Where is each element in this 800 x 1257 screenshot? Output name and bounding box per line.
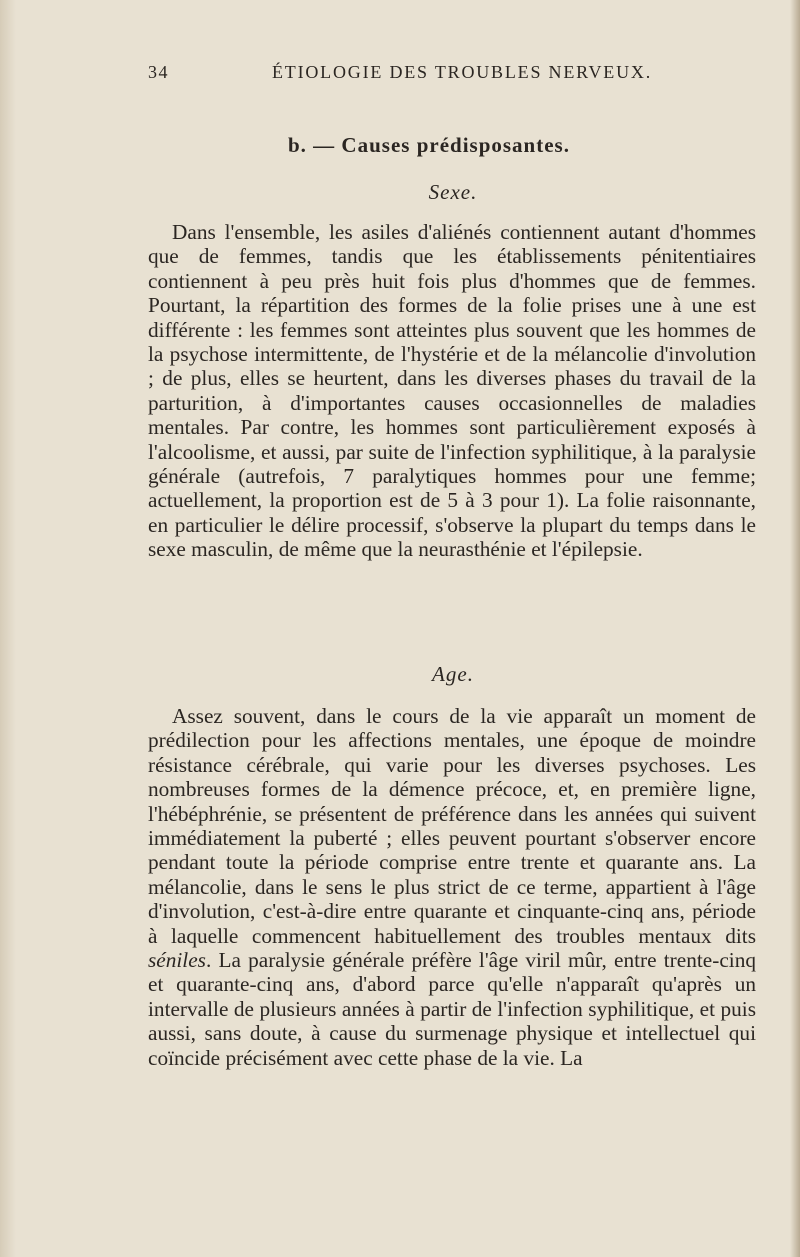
- paragraph-age-text-1: Assez souvent, dans le cours de la vie apparaît un moment de prédilection pour les affections mentales, une époque de moindre résistance cérébrale, qui varie pour les diverses psychoses. Les nombreuses formes de la démence précoce, et, en première ligne, l'hébéphrénie, se présentent de préférence dans les années qui suivent immédiatement la puberté ; elles peuvent pourtant s'observer encore pendant toute la période comprise entre trente et quarante ans. La mélancolie, dans le sens le plus strict de ce terme, appartient à l'âge d'involution, c'est-à-dire entre quarante et cinquante-cinq ans, période à laquelle commencent habituellement des troubles mentaux dits: [148, 704, 756, 948]
- running-head: [148, 62, 758, 92]
- paragraph-age: [148, 704, 756, 1070]
- subheading-age: Age.: [432, 662, 474, 686]
- page-number: 34: [148, 62, 169, 82]
- section-heading: b. — Causes prédisposantes.: [288, 133, 570, 157]
- running-title: ÉTIOLOGIE DES TROUBLES NERVEUX.: [272, 62, 653, 82]
- emphasized-word: séniles: [148, 948, 206, 973]
- paragraph-age-text-2: . La paralysie générale préfère l'âge viril mûr, entre trente-cinq et quarante-cinq ans, d'abord parce qu'elle n'apparaît qu'après un intervalle de plusieurs années à partir de l'infection syphilitique, et puis aussi, sans doute, à cause du surmenage physique et intellectuel qui coïncide précisément avec cette phase de la vie. La: [148, 948, 756, 1070]
- subheading-sexe: Sexe.: [428, 180, 478, 204]
- paragraph-sexe: Dans l'ensemble, les asiles d'aliénés contiennent autant d'hommes que de femmes, tandis que les établissements pénitentiaires contiennent à peu près huit fois plus d'hommes que de femmes. Pourtant, la répartition des formes de la folie prises une à une est différente : les femmes sont atteintes plus souvent que les hommes de la psychose intermittente, de l'hystérie et de la mélancolie d'involution ; de plus, elles se heurtent, dans les diverses phases du travail de la parturition, à d'importantes causes occasionnelles de maladies mentales. Par contre, les hommes sont particulièrement exposés à l'alcoolisme, et aussi, par suite de l'infection syphilitique, à la paralysie générale (autrefois, 7 paralytiques hommes pour une femme; actuellement, la proportion est de 5 à 3 pour 1). La folie raisonnante, en particulier le délire processif, s'observe la plupart du temps dans le sexe masculin, de même que la neurasthénie et l'épilepsie.: [148, 220, 756, 562]
